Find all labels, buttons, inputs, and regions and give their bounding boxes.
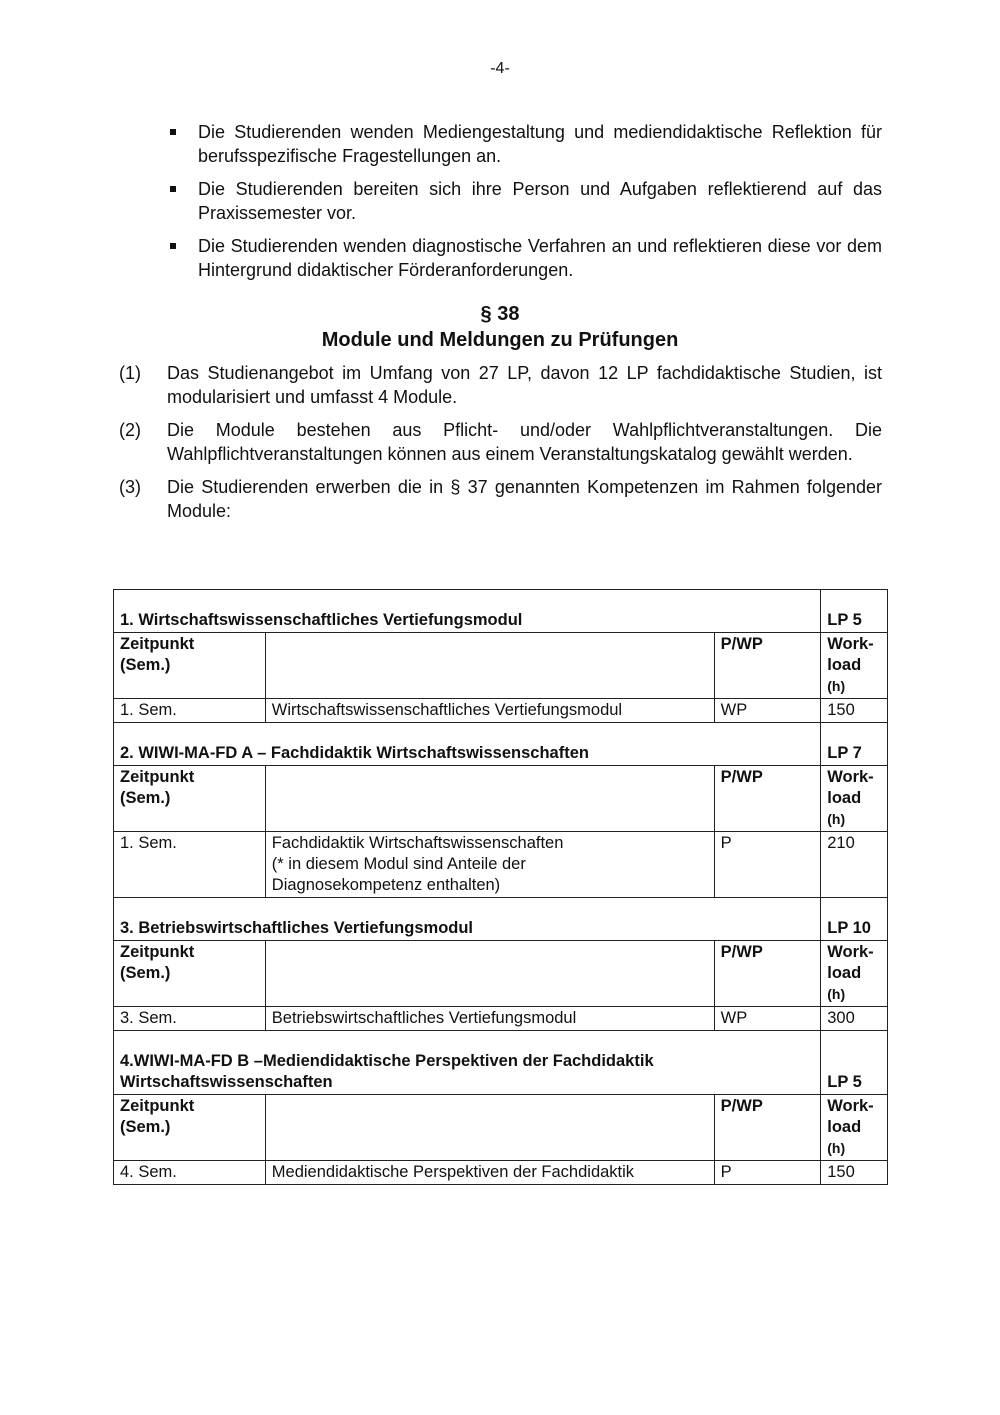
- header-pwp: P/WP: [714, 766, 821, 832]
- header-sem-label: (Sem.): [120, 656, 171, 674]
- bullet-item: [168, 177, 882, 225]
- course-cell: [265, 1007, 714, 1031]
- header-workload-unit: (h): [827, 811, 846, 827]
- module-title: [114, 898, 821, 941]
- bullet-item: [168, 120, 882, 168]
- header-zeitpunkt: [114, 941, 266, 1007]
- header-workload-unit: (h): [827, 678, 846, 694]
- course-note: (* in diesem Modul sind Anteile der: [271, 855, 526, 873]
- module-title-line: 1. Wirtschaftswissenschaftliches Vertiefungsmodul: [120, 611, 523, 629]
- paragraph-number: (1): [119, 363, 141, 383]
- pwp-cell: P: [714, 832, 821, 898]
- header-workload-unit: (h): [827, 1140, 846, 1156]
- table-row: [114, 699, 888, 723]
- bullet-text: Die Studierenden bereiten sich ihre Person und Aufgaben reflektierend auf das Praxissemester vor.: [198, 179, 882, 223]
- workload-cell: 210: [821, 832, 888, 898]
- section-heading: [0, 301, 1000, 353]
- course-cell: [265, 832, 714, 898]
- bullet-text: Die Studierenden wenden diagnostische Verfahren an und reflektieren diese vor dem Hintergrund didaktischer Förderanforderungen.: [198, 236, 882, 280]
- header-workload-label: Work-: [827, 943, 874, 961]
- header-workload-label: load: [827, 1118, 862, 1136]
- header-empty: [265, 766, 714, 832]
- square-bullet-icon: [170, 129, 176, 135]
- workload-cell: 150: [821, 699, 888, 723]
- page-number: -4-: [490, 60, 510, 77]
- header-workload: [821, 941, 888, 1007]
- bullet-item: [168, 234, 882, 282]
- square-bullet-icon: [170, 243, 176, 249]
- module-title-line: 2. WIWI-MA-FD A – Fachdidaktik Wirtschaftswissenschaften: [120, 744, 589, 762]
- header-workload-label: load: [827, 964, 862, 982]
- table-row: [114, 832, 888, 898]
- module-title-row: [114, 723, 888, 766]
- course-name: Wirtschaftswissenschaftliches Vertiefungsmodul: [271, 701, 623, 719]
- table-header-row: [114, 633, 888, 699]
- course-cell: [265, 1161, 714, 1185]
- course-cell: [265, 699, 714, 723]
- header-workload-label: load: [827, 656, 862, 674]
- header-zeitpunkt: [114, 766, 266, 832]
- semester-cell: 4. Sem.: [114, 1161, 266, 1185]
- header-workload-unit: (h): [827, 986, 846, 1002]
- header-empty: [265, 941, 714, 1007]
- module-title-line: 3. Betriebswirtschaftliches Vertiefungsmodul: [120, 919, 474, 937]
- module-lp: LP 10: [821, 898, 888, 941]
- semester-cell: 1. Sem.: [114, 832, 266, 898]
- paragraph-number: (3): [119, 477, 141, 497]
- table-header-row: [114, 1095, 888, 1161]
- module-title-line: Wirtschaftswissenschaften: [120, 1073, 333, 1091]
- header-zeitpunkt-label: Zeitpunkt: [120, 635, 195, 653]
- table-header-row: [114, 766, 888, 832]
- paragraph: [119, 475, 882, 523]
- bullet-list: [168, 120, 882, 291]
- square-bullet-icon: [170, 186, 176, 192]
- header-sem-label: (Sem.): [120, 964, 171, 982]
- module-title: [114, 723, 821, 766]
- header-pwp: P/WP: [714, 941, 821, 1007]
- header-workload: [821, 766, 888, 832]
- header-zeitpunkt: [114, 1095, 266, 1161]
- module-title: [114, 1031, 821, 1095]
- header-sem-label: (Sem.): [120, 1118, 171, 1136]
- course-note: Diagnosekompetenz enthalten): [271, 876, 501, 894]
- header-empty: [265, 633, 714, 699]
- course-name: Betriebswirtschaftliches Vertiefungsmodul: [271, 1009, 577, 1027]
- workload-cell: 150: [821, 1161, 888, 1185]
- pwp-cell: WP: [714, 699, 821, 723]
- module-title-row: [114, 590, 888, 633]
- module-title: [114, 590, 821, 633]
- table-row: [114, 1007, 888, 1031]
- section-number: § 38: [480, 303, 520, 325]
- module-lp: LP 5: [821, 590, 888, 633]
- module-title-line: 4.WIWI-MA-FD B –Mediendidaktische Perspektiven der Fachdidaktik: [120, 1052, 654, 1070]
- header-pwp: P/WP: [714, 633, 821, 699]
- paragraph-list: [119, 361, 882, 532]
- table-row: [114, 1161, 888, 1185]
- workload-cell: 300: [821, 1007, 888, 1031]
- header-sem-label: (Sem.): [120, 789, 171, 807]
- header-pwp: P/WP: [714, 1095, 821, 1161]
- module-title-row: [114, 1031, 888, 1095]
- header-zeitpunkt-label: Zeitpunkt: [120, 1097, 195, 1115]
- module-title-row: [114, 898, 888, 941]
- header-workload: [821, 633, 888, 699]
- semester-cell: 3. Sem.: [114, 1007, 266, 1031]
- module-table: [113, 589, 888, 1185]
- header-workload: [821, 1095, 888, 1161]
- paragraph-number: (2): [119, 420, 141, 440]
- header-zeitpunkt-label: Zeitpunkt: [120, 768, 195, 786]
- header-workload-label: load: [827, 789, 862, 807]
- header-zeitpunkt: [114, 633, 266, 699]
- header-workload-label: Work-: [827, 635, 874, 653]
- course-name: Fachdidaktik Wirtschaftswissenschaften: [271, 834, 564, 852]
- module-lp: LP 7: [821, 723, 888, 766]
- paragraph-text: Die Module bestehen aus Pflicht- und/oder Wahlpflichtveranstaltungen. Die Wahlpflichtveranstaltungen können aus einem Veranstaltungskatalog gewählt werden.: [167, 420, 882, 464]
- module-lp: LP 5: [821, 1031, 888, 1095]
- pwp-cell: P: [714, 1161, 821, 1185]
- paragraph-text: Die Studierenden erwerben die in § 37 genannten Kompetenzen im Rahmen folgender Module:: [167, 477, 882, 521]
- bullet-text: Die Studierenden wenden Mediengestaltung und mediendidaktische Reflektion für berufsspezifische Fragestellungen an.: [198, 122, 882, 166]
- paragraph: [119, 418, 882, 466]
- header-zeitpunkt-label: Zeitpunkt: [120, 943, 195, 961]
- course-name: Mediendidaktische Perspektiven der Fachdidaktik: [271, 1163, 635, 1181]
- paragraph: [119, 361, 882, 409]
- paragraph-text: Das Studienangebot im Umfang von 27 LP, davon 12 LP fachdidaktische Studien, ist modularisiert und umfasst 4 Module.: [167, 363, 882, 407]
- table-header-row: [114, 941, 888, 1007]
- section-title: Module und Meldungen zu Prüfungen: [321, 329, 679, 351]
- header-empty: [265, 1095, 714, 1161]
- header-workload-label: Work-: [827, 768, 874, 786]
- header-workload-label: Work-: [827, 1097, 874, 1115]
- pwp-cell: WP: [714, 1007, 821, 1031]
- semester-cell: 1. Sem.: [114, 699, 266, 723]
